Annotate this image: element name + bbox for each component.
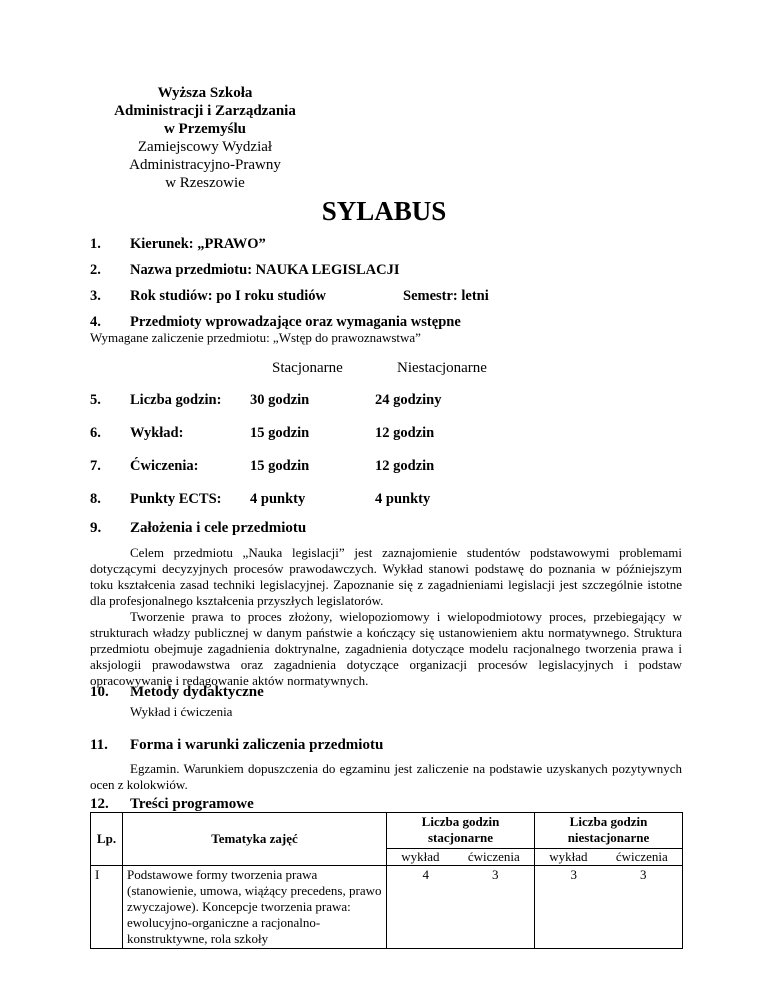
requirement-text: Wymagane zaliczenie przedmiotu: „Wstęp do prawoznawstwa” — [90, 330, 421, 345]
paragraph: Egzamin. Warunkiem dopuszczenia do egzaminu jest zaliczenie na podstawie uzyskanych pozytywnych ocen z kolokwiów. — [90, 761, 682, 792]
item-przedmiot — [90, 262, 400, 279]
row-number: 6. — [90, 425, 101, 441]
cell-niestacjonarne — [535, 866, 683, 949]
subheader — [387, 848, 534, 865]
item-text: Kierunek: „PRAWO” — [130, 236, 266, 252]
section-title: Założenia i cele przedmiotu — [130, 520, 307, 536]
row-number: 8. — [90, 491, 101, 507]
row-stacjonarne: 30 godzin — [250, 392, 310, 408]
header-line: Wyższa Szkoła — [157, 85, 253, 101]
section-number: 9. — [90, 520, 102, 536]
header-lp: Lp. — [91, 813, 123, 866]
header-topic: Tematyka zajęć — [123, 813, 387, 866]
row-stacjonarne: 15 godzin — [250, 425, 310, 441]
row-niestacjonarne: 12 godzin — [375, 425, 435, 441]
header-line: Administracji i Zarządzania — [114, 103, 296, 119]
header-niestacjonarne-label: Liczba godzin niestacjonarne — [567, 814, 650, 845]
header-line: Zamiejscowy Wydział — [137, 139, 273, 155]
row-label: Punkty ECTS: — [130, 491, 222, 507]
subheader-wyklad: wykład — [401, 849, 440, 864]
cell-wyklad: 4 — [422, 867, 429, 882]
header-stacjonarne-label: Liczba godzin stacjonarne — [421, 814, 500, 845]
section-number: 10. — [90, 684, 109, 700]
item-text: Przedmioty wprowadzające oraz wymagania wstępne — [130, 314, 461, 330]
row-niestacjonarne: 4 punkty — [375, 491, 431, 507]
row-niestacjonarne: 24 godziny — [375, 392, 442, 408]
subheader-cwiczenia: ćwiczenia — [467, 849, 520, 864]
row-number: 5. — [90, 392, 101, 408]
table-header-row — [91, 813, 683, 866]
section-10-text: Wykład i ćwiczenia — [130, 704, 233, 719]
row-stacjonarne: 4 punkty — [250, 491, 306, 507]
institution-header — [80, 84, 330, 192]
item-text: Nazwa przedmiotu: NAUKA LEGISLACJI — [130, 262, 400, 278]
cell-cwiczenia: 3 — [492, 867, 499, 882]
section-number: 11. — [90, 737, 108, 753]
item-number: 1. — [90, 236, 101, 252]
item-number: 2. — [90, 262, 101, 278]
table-row — [91, 866, 683, 949]
subheader-wyklad: wykład — [549, 849, 588, 864]
cell-topic: Podstawowe formy tworzenia prawa (stanowienie, umowa, wiążący precedens, prawo zwyczajowe). Koncepcje tworzenia prawa: ewolucyjno-organiczne a racjonalno-konstruktywne, rola szkoły — [123, 866, 387, 949]
section-title: Metody dydaktyczne — [130, 684, 264, 700]
cell-wyklad: 3 — [570, 867, 577, 882]
subheader — [535, 848, 682, 865]
column-niestacjonarne: Niestacjonarne — [397, 360, 487, 376]
cell-stacjonarne — [387, 866, 535, 949]
row-label: Ćwiczenia: — [130, 458, 199, 474]
row-stacjonarne: 15 godzin — [250, 458, 310, 474]
item-wymagania — [90, 314, 461, 331]
header-niestacjonarne — [535, 813, 683, 866]
row-niestacjonarne: 12 godzin — [375, 458, 435, 474]
section-title: Forma i warunki zaliczenia przedmiotu — [130, 737, 384, 753]
paragraph: Celem przedmiotu „Nauka legislacji” jest zaznajomienie studentów podstawowymi problemami dotyczącymi decyzyjnych procesów prawodawczych. Wykład stanowi podstawę do poznania w późniejszym toku kształcenia zasad techniki legislacyjnej. Zapoznanie się z zagadnieniami legislacji jest szczególnie istotne dla profesjonalnego kształcenia przyszłych legislatorów. — [90, 545, 682, 608]
row-number: 7. — [90, 458, 101, 474]
item-rok — [90, 288, 489, 305]
item-number: 4. — [90, 314, 101, 330]
header-line: w Przemyślu — [163, 121, 247, 137]
section-11-body — [90, 761, 682, 793]
cell-cwiczenia: 3 — [640, 867, 647, 882]
header-line: w Rzeszowie — [165, 175, 245, 191]
semester-text: Semestr: letni — [403, 288, 489, 304]
section-title: Treści programowe — [130, 796, 254, 812]
cell-lp: I — [91, 866, 123, 949]
row-label: Liczba godzin: — [130, 392, 222, 408]
header-line: Administracyjno-Prawny — [129, 157, 281, 173]
paragraph: Tworzenie prawa to proces złożony, wielopoziomowy i wielopodmiotowy proces, przebiegający w strukturach władzy publicznej w danym państwie a kończący się ustanowieniem aktu normatywnego. Struktura przedmiotu obejmuje zagadnienia doktrynalne, zagadnienia dotyczące modelu racjonalnego tworzenia prawa i aksjologii prawodawstwa oraz zagadnienia dotyczące organizacji procesów legislacyjnych i podstaw opracowywanie i redagowanie aktów normatywnych. — [90, 609, 682, 688]
program-table — [90, 812, 683, 949]
row-label: Wykład: — [130, 425, 184, 441]
header-stacjonarne — [387, 813, 535, 866]
section-number: 12. — [90, 796, 109, 812]
item-text: Rok studiów: po I roku studiów — [130, 288, 326, 304]
section-9-body — [90, 545, 682, 689]
column-stacjonarne: Stacjonarne — [272, 360, 343, 376]
item-kierunek — [90, 236, 266, 253]
item-number: 3. — [90, 288, 101, 304]
document-title: SYLABUS — [321, 196, 447, 226]
subheader-cwiczenia: ćwiczenia — [615, 849, 668, 864]
